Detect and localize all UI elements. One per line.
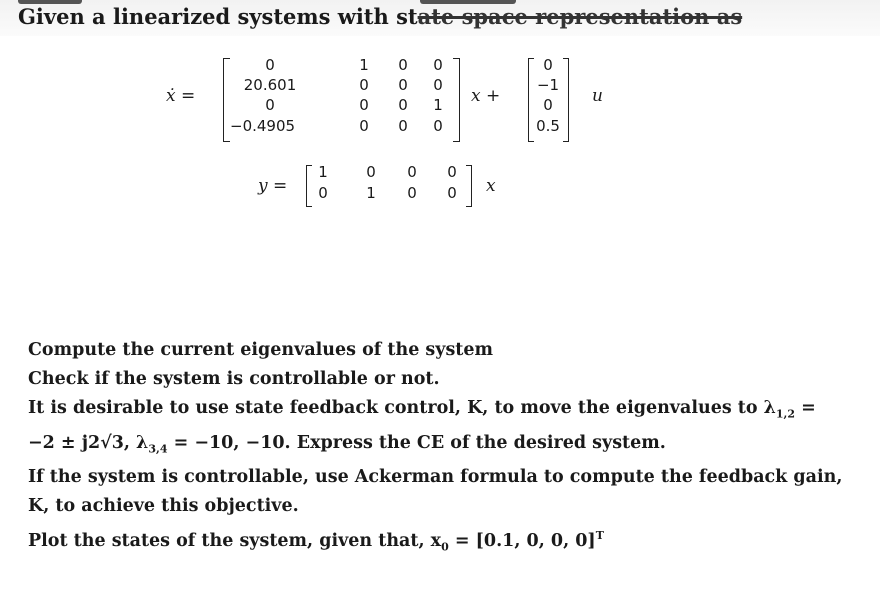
b-cell: 0.5	[536, 117, 560, 135]
x-plus-term: x +	[471, 86, 501, 106]
c-cell: 0	[366, 163, 376, 181]
q4-text: −2 ± j2√3, λ	[28, 432, 149, 453]
input-u: u	[592, 86, 603, 106]
question-controllability: Check if the system is controllable or not.	[28, 369, 440, 389]
a-cell: 0	[433, 117, 443, 135]
question-list	[28, 336, 868, 561]
b-cell: 0	[543, 96, 553, 114]
a-cell: 0	[265, 56, 275, 74]
question-eigenvalues: Compute the current eigenvalues of the system	[28, 340, 494, 360]
c-cell: 0	[318, 184, 328, 202]
a-cell: 0	[359, 96, 369, 114]
a-cell: 1	[359, 56, 369, 74]
q3-tail: =	[795, 398, 816, 418]
q4-tail: = −10, −10. Express the CE of the desired system.	[167, 432, 666, 453]
y-lhs: y =	[258, 176, 288, 196]
q3-text: It is desirable to use state feedback control, K, to move the eigenvalues to λ	[28, 398, 776, 418]
c-cell: 1	[366, 184, 376, 202]
b-cell: −1	[536, 76, 560, 94]
question-ackermann-cont: K, to achieve this objective.	[28, 496, 299, 516]
c-cell: 0	[407, 163, 417, 181]
heading-text: Given a linearized systems with st	[18, 4, 418, 29]
q7-sub: 0	[441, 540, 449, 554]
question-desired-ce	[28, 429, 868, 464]
a-cell: −0.4905	[230, 117, 296, 135]
problem-heading	[18, 4, 742, 29]
b-cell: 0	[543, 56, 553, 74]
heading-struck-text: ate space representation as	[417, 4, 743, 29]
c-cell: 1	[318, 163, 328, 181]
matrix-a-left-bracket	[223, 58, 230, 142]
q7-tail: = [0.1, 0, 0, 0]	[448, 530, 596, 551]
a-cell: 0	[359, 117, 369, 135]
state-x: x	[486, 176, 496, 196]
a-cell: 0	[433, 76, 443, 94]
a-cell: 0	[398, 76, 408, 94]
c-cell: 0	[407, 184, 417, 202]
q7-sup: T	[595, 529, 604, 542]
xdot-lhs: ẋ =	[166, 86, 196, 106]
matrix-a-right-bracket	[453, 58, 460, 142]
matrix-c-right-bracket	[466, 165, 472, 207]
a-cell: 0	[265, 96, 275, 114]
question-desired-eigenvalues	[28, 394, 868, 429]
question-plot-states	[28, 521, 868, 561]
a-cell: 20.601	[243, 76, 297, 94]
a-cell: 0	[433, 56, 443, 74]
a-cell: 1	[433, 96, 443, 114]
a-cell: 0	[398, 96, 408, 114]
c-cell: 0	[447, 163, 457, 181]
a-cell: 0	[359, 76, 369, 94]
q4-sub: 3,4	[148, 442, 168, 455]
q7-text: Plot the states of the system, given that, x	[28, 530, 442, 551]
a-cell: 0	[398, 56, 408, 74]
a-cell: 0	[398, 117, 408, 135]
q3-sub: 1,2	[775, 407, 796, 421]
question-ackermann: If the system is controllable, use Ackerman formula to compute the feedback gain,	[28, 467, 843, 487]
c-cell: 0	[447, 184, 457, 202]
